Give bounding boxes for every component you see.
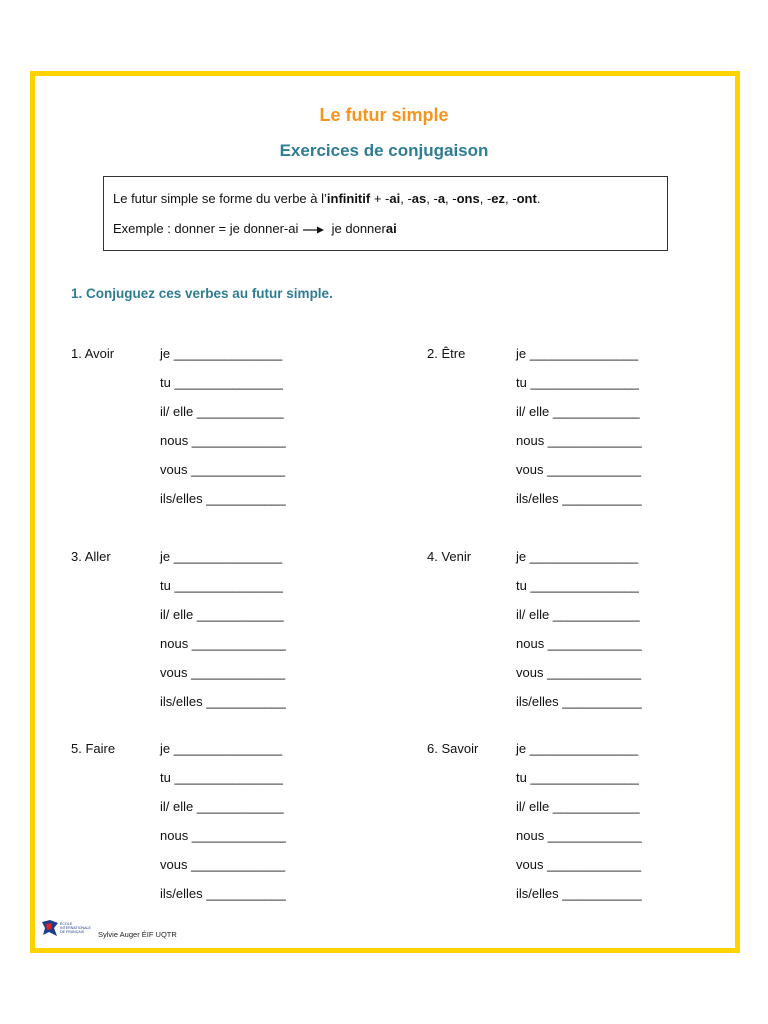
rule-separator: , - — [426, 191, 438, 206]
conjugation-line: vous _____________ — [516, 462, 642, 477]
conjugation-line: nous _____________ — [516, 828, 642, 843]
conjugation-line: tu _______________ — [516, 578, 639, 593]
rule-text — [113, 191, 540, 206]
conjugation-line: tu _______________ — [516, 770, 639, 785]
conjugation-line: vous _____________ — [160, 665, 286, 680]
rule-separator: , - — [445, 191, 457, 206]
rule-separator: . — [536, 191, 541, 206]
exercise-label: 3. Aller — [71, 549, 111, 564]
example-result-ending: ai — [385, 221, 397, 236]
conjugation-line: nous _____________ — [160, 636, 286, 651]
rule-ending: as — [411, 191, 427, 206]
example-prefix: Exemple : donner = je donner-ai — [113, 221, 299, 236]
school-logo — [40, 918, 94, 942]
exercise-label: 4. Venir — [427, 549, 472, 564]
svg-text:ÉCOLE: ÉCOLE — [60, 922, 73, 926]
rule-separator: , - — [400, 191, 412, 206]
exercise-label: 1. Avoir — [71, 346, 115, 361]
conjugation-line: nous _____________ — [160, 433, 286, 448]
example-text — [113, 221, 397, 236]
conjugation-line: il/ elle ____________ — [160, 607, 284, 622]
footer-credit: Sylvie Auger ÉIF UQTR — [98, 930, 177, 939]
rule-separator: , - — [479, 191, 492, 206]
page-title: Le futur simple — [319, 105, 449, 125]
page-subtitle: Exercices de conjugaison — [279, 141, 489, 160]
rule-ending: ons — [456, 191, 480, 206]
rule-ending: ai — [389, 191, 401, 206]
rule-ending: ont — [516, 191, 537, 206]
conjugation-line: je _______________ — [516, 741, 639, 756]
conjugation-line: tu _______________ — [160, 578, 283, 593]
svg-text:DE FRANÇAIS: DE FRANÇAIS — [60, 930, 85, 934]
conjugation-line: je _______________ — [160, 346, 283, 361]
exercise-label: 5. Faire — [71, 741, 116, 756]
conjugation-line: vous _____________ — [516, 857, 642, 872]
conjugation-line: nous _____________ — [516, 636, 642, 651]
conjugation-line: il/ elle ____________ — [160, 404, 284, 419]
conjugation-line: ils/elles ___________ — [516, 491, 642, 506]
conjugation-line: nous _____________ — [516, 433, 642, 448]
conjugation-line: tu _______________ — [160, 375, 283, 390]
rule-ending: a — [437, 191, 446, 206]
conjugation-line: je _______________ — [516, 346, 639, 361]
arrow-right-icon — [303, 225, 325, 235]
conjugation-line: je _______________ — [160, 741, 283, 756]
conjugation-line: il/ elle ____________ — [516, 799, 640, 814]
example-result-stem: je donner — [331, 221, 386, 236]
conjugation-line: ils/elles ___________ — [516, 694, 642, 709]
conjugation-line: ils/elles ___________ — [160, 491, 286, 506]
conjugation-line: il/ elle ____________ — [516, 404, 640, 419]
exercise-label: 6. Savoir — [427, 741, 479, 756]
rule-infinitive: infinitif — [326, 191, 371, 206]
conjugation-line: tu _______________ — [516, 375, 639, 390]
rule-plus: + - — [370, 191, 390, 206]
conjugation-line: ils/elles ___________ — [160, 694, 286, 709]
rule-separator: , - — [505, 191, 517, 206]
section-title: 1. Conjuguez ces verbes au futur simple. — [71, 286, 333, 301]
conjugation-line: ils/elles ___________ — [160, 886, 286, 901]
conjugation-line: ils/elles ___________ — [516, 886, 642, 901]
svg-text:INTERNATIONALE: INTERNATIONALE — [60, 926, 91, 930]
rule-intro: Le futur simple se forme du verbe à l’ — [113, 191, 327, 206]
rule-box — [103, 176, 668, 251]
rule-ending: ez — [491, 191, 506, 206]
conjugation-line: vous _____________ — [160, 857, 286, 872]
conjugation-line: nous _____________ — [160, 828, 286, 843]
conjugation-line: tu _______________ — [160, 770, 283, 785]
exercise-label: 2. Être — [427, 346, 466, 361]
conjugation-line: vous _____________ — [516, 665, 642, 680]
conjugation-line: vous _____________ — [160, 462, 286, 477]
conjugation-line: je _______________ — [160, 549, 283, 564]
conjugation-line: il/ elle ____________ — [160, 799, 284, 814]
conjugation-line: il/ elle ____________ — [516, 607, 640, 622]
conjugation-line: je _______________ — [516, 549, 639, 564]
